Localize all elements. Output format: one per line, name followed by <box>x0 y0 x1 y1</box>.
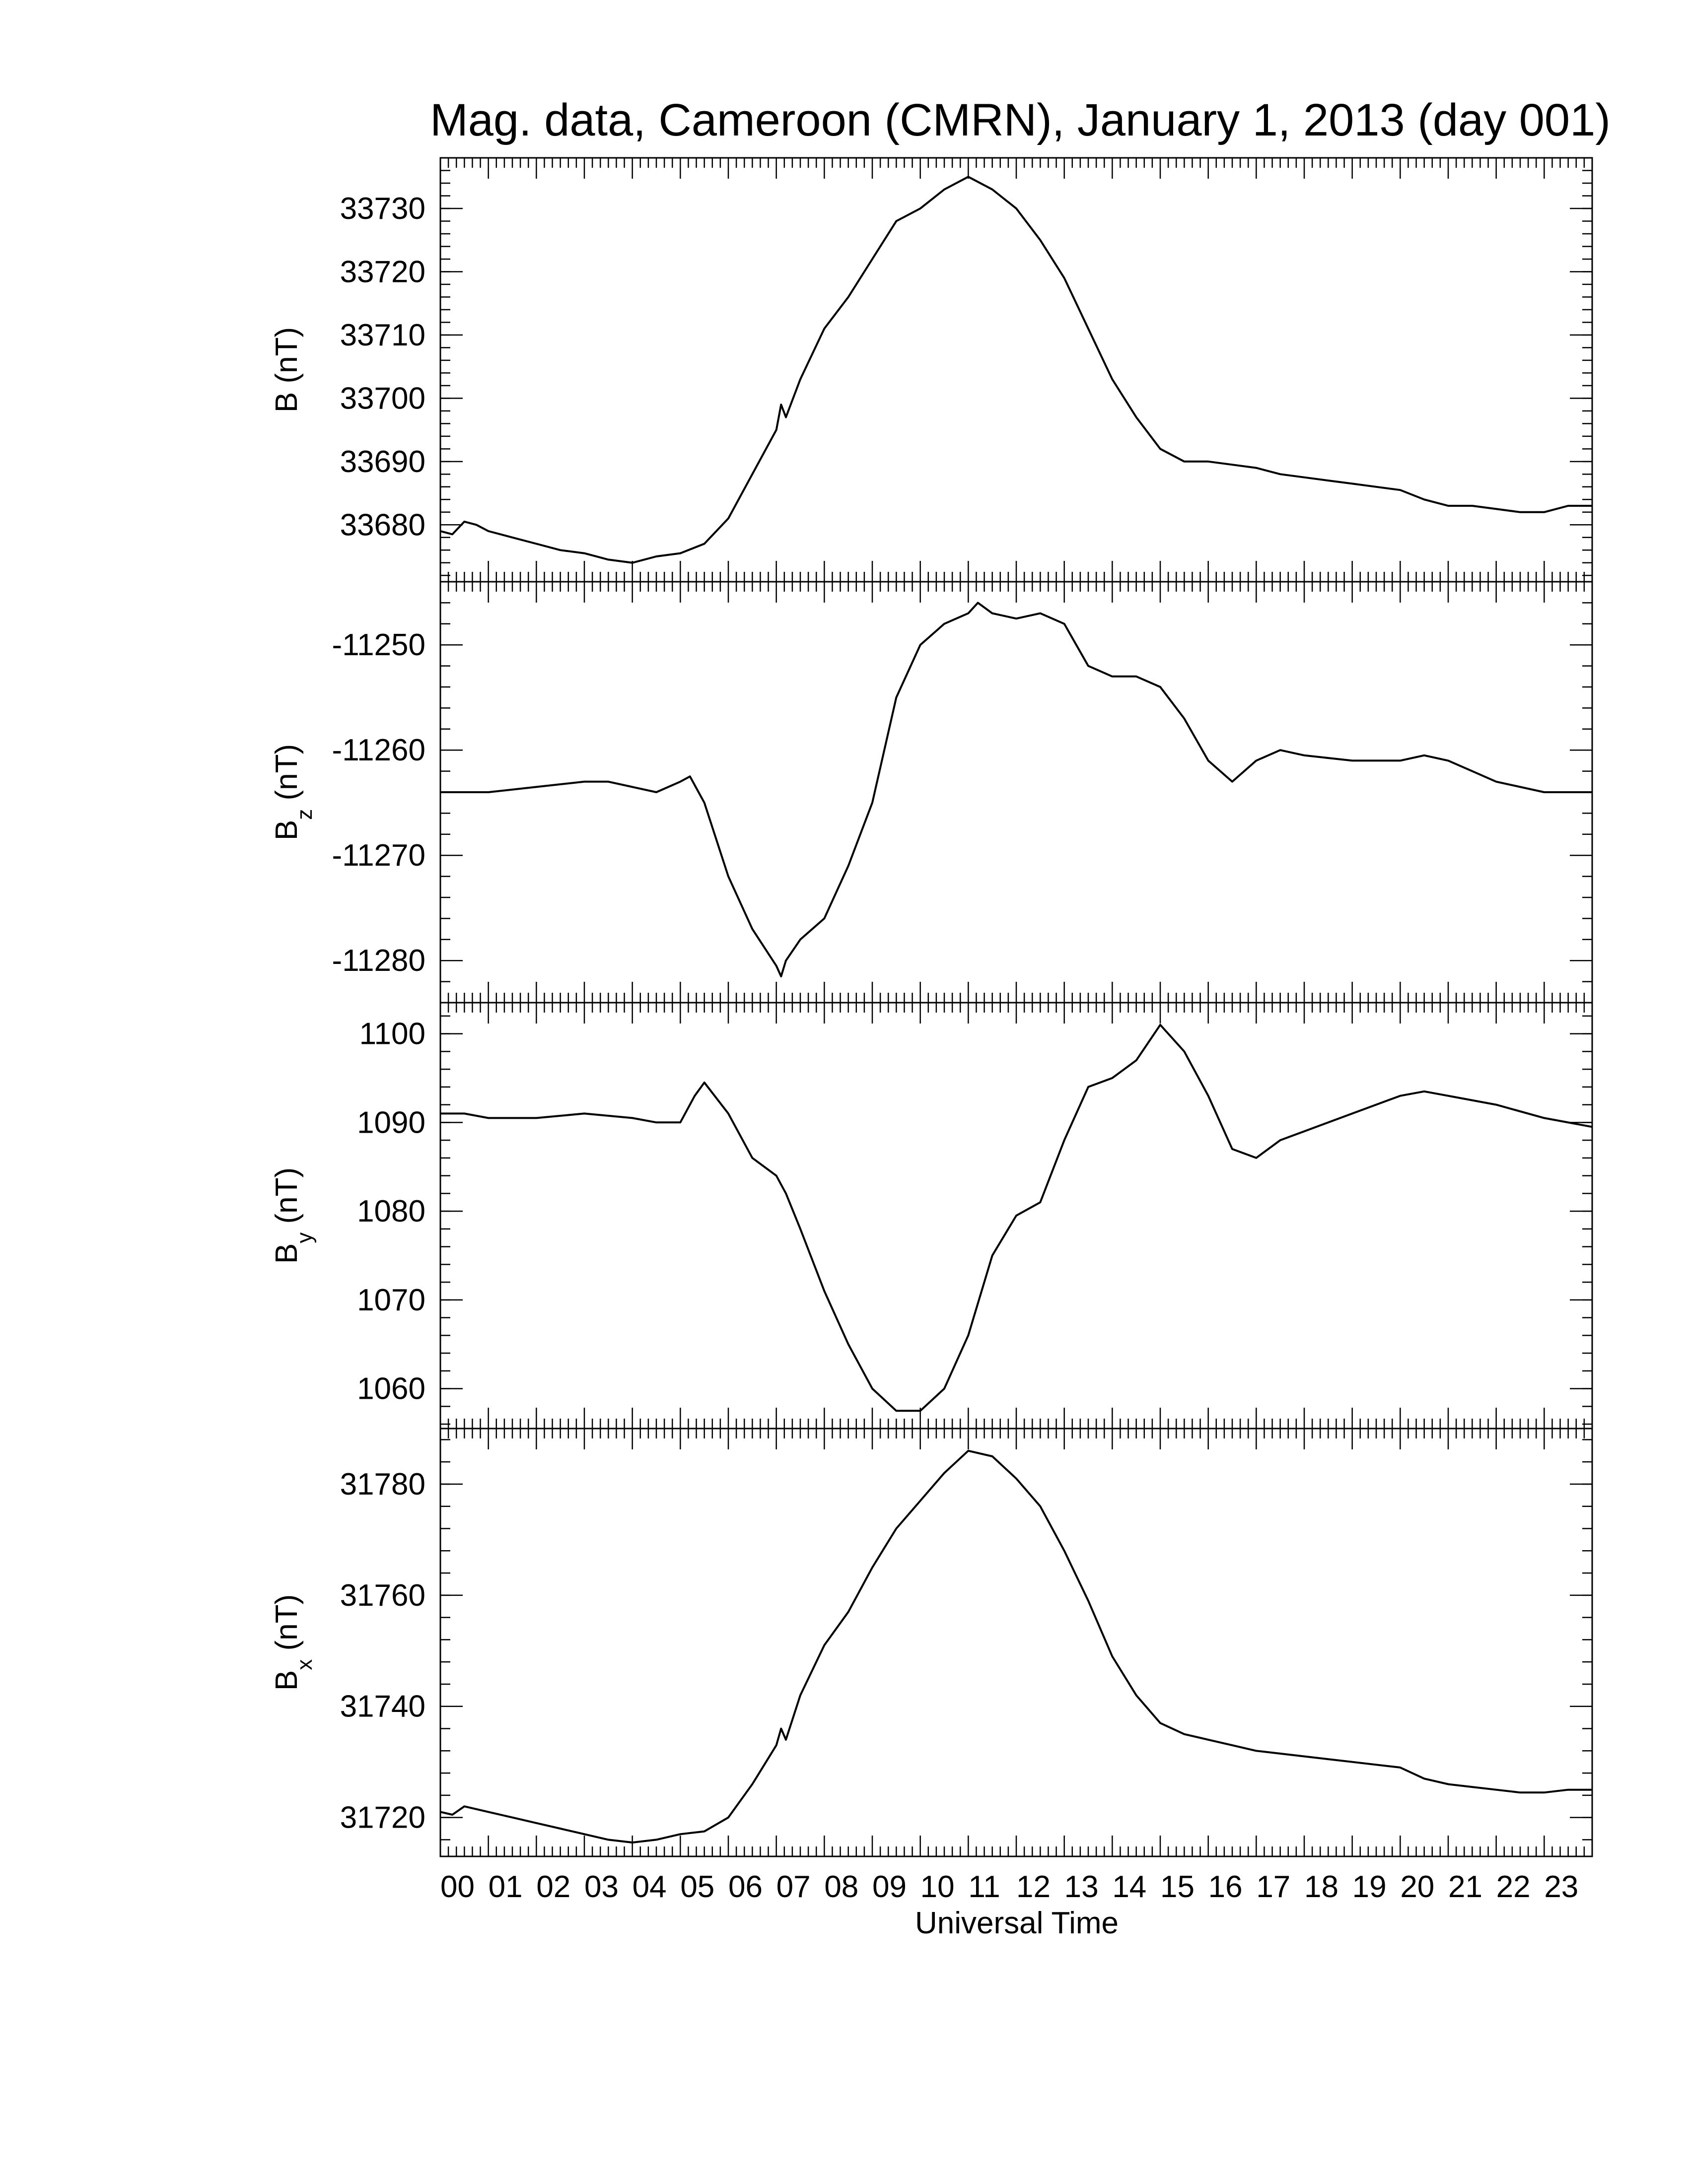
x-tick-label: 18 <box>1304 1870 1338 1904</box>
y-axis-label-unit: (nT) <box>270 327 304 392</box>
x-tick-label: 00 <box>440 1870 475 1904</box>
y-tick-label: -11270 <box>332 838 425 873</box>
x-tick-label: 11 <box>968 1870 1000 1904</box>
y-tick-label: 1080 <box>357 1194 425 1229</box>
x-tick-label: 15 <box>1160 1870 1195 1904</box>
y-tick-label: 1090 <box>357 1105 425 1140</box>
y-tick-label: -11280 <box>332 944 425 978</box>
x-tick-label: 19 <box>1352 1870 1387 1904</box>
y-tick-label: 33700 <box>340 381 425 416</box>
x-tick-label: 22 <box>1496 1870 1531 1904</box>
y-tick-label: 33710 <box>340 318 425 352</box>
y-tick-label: 31780 <box>340 1467 425 1502</box>
y-axis-label-sub: x <box>292 1659 317 1670</box>
x-tick-label: 20 <box>1400 1870 1435 1904</box>
y-axis-label-sub: y <box>292 1232 317 1243</box>
x-tick-label: 14 <box>1112 1870 1147 1904</box>
x-tick-label: 07 <box>776 1870 811 1904</box>
y-axis-label-unit: (nT) <box>270 1167 304 1232</box>
y-axis-label-main: B <box>270 1670 304 1691</box>
y-axis-label-main: B <box>270 819 304 841</box>
y-tick-label: 31720 <box>340 1800 425 1835</box>
x-axis-label: Universal Time <box>915 1906 1119 1940</box>
y-axis-label-unit: (nT) <box>270 744 304 809</box>
y-axis-label-sub: z <box>292 809 317 820</box>
x-tick-label: 06 <box>728 1870 763 1904</box>
x-tick-label: 12 <box>1016 1870 1051 1904</box>
y-tick-label: 33720 <box>340 255 425 289</box>
y-tick-label: 31760 <box>340 1578 425 1613</box>
y-tick-label: 33730 <box>340 191 425 226</box>
x-tick-label: 03 <box>584 1870 619 1904</box>
y-tick-label: 1100 <box>359 1017 425 1051</box>
chart-title: Mag. data, Cameroon (CMRN), January 1, 2013 (day 001) <box>430 95 1611 145</box>
x-tick-label: 16 <box>1208 1870 1243 1904</box>
y-axis-label <box>270 327 304 412</box>
x-tick-label: 01 <box>488 1870 523 1904</box>
y-tick-label: 31740 <box>340 1689 425 1724</box>
y-axis-label-unit: (nT) <box>270 1594 304 1659</box>
x-tick-label: 09 <box>872 1870 907 1904</box>
x-tick-label: 17 <box>1256 1870 1291 1904</box>
x-tick-label: 08 <box>824 1870 859 1904</box>
x-tick-label: 02 <box>536 1870 571 1904</box>
x-tick-label: 13 <box>1064 1870 1099 1904</box>
y-tick-label: 1070 <box>357 1283 425 1317</box>
y-axis-label-main: B <box>270 1243 304 1264</box>
y-axis-label-main: B <box>270 392 304 413</box>
x-tick-label: 23 <box>1544 1870 1579 1904</box>
x-tick-label: 21 <box>1448 1870 1482 1904</box>
x-tick-label: 04 <box>632 1870 667 1904</box>
y-tick-label: -11260 <box>332 733 425 768</box>
y-tick-label: 33690 <box>340 444 425 479</box>
y-tick-label: -11250 <box>332 628 425 663</box>
x-tick-label: 05 <box>680 1870 715 1904</box>
y-tick-label: 1060 <box>357 1371 425 1406</box>
y-tick-label: 33680 <box>340 508 425 543</box>
x-tick-label: 10 <box>920 1870 955 1904</box>
